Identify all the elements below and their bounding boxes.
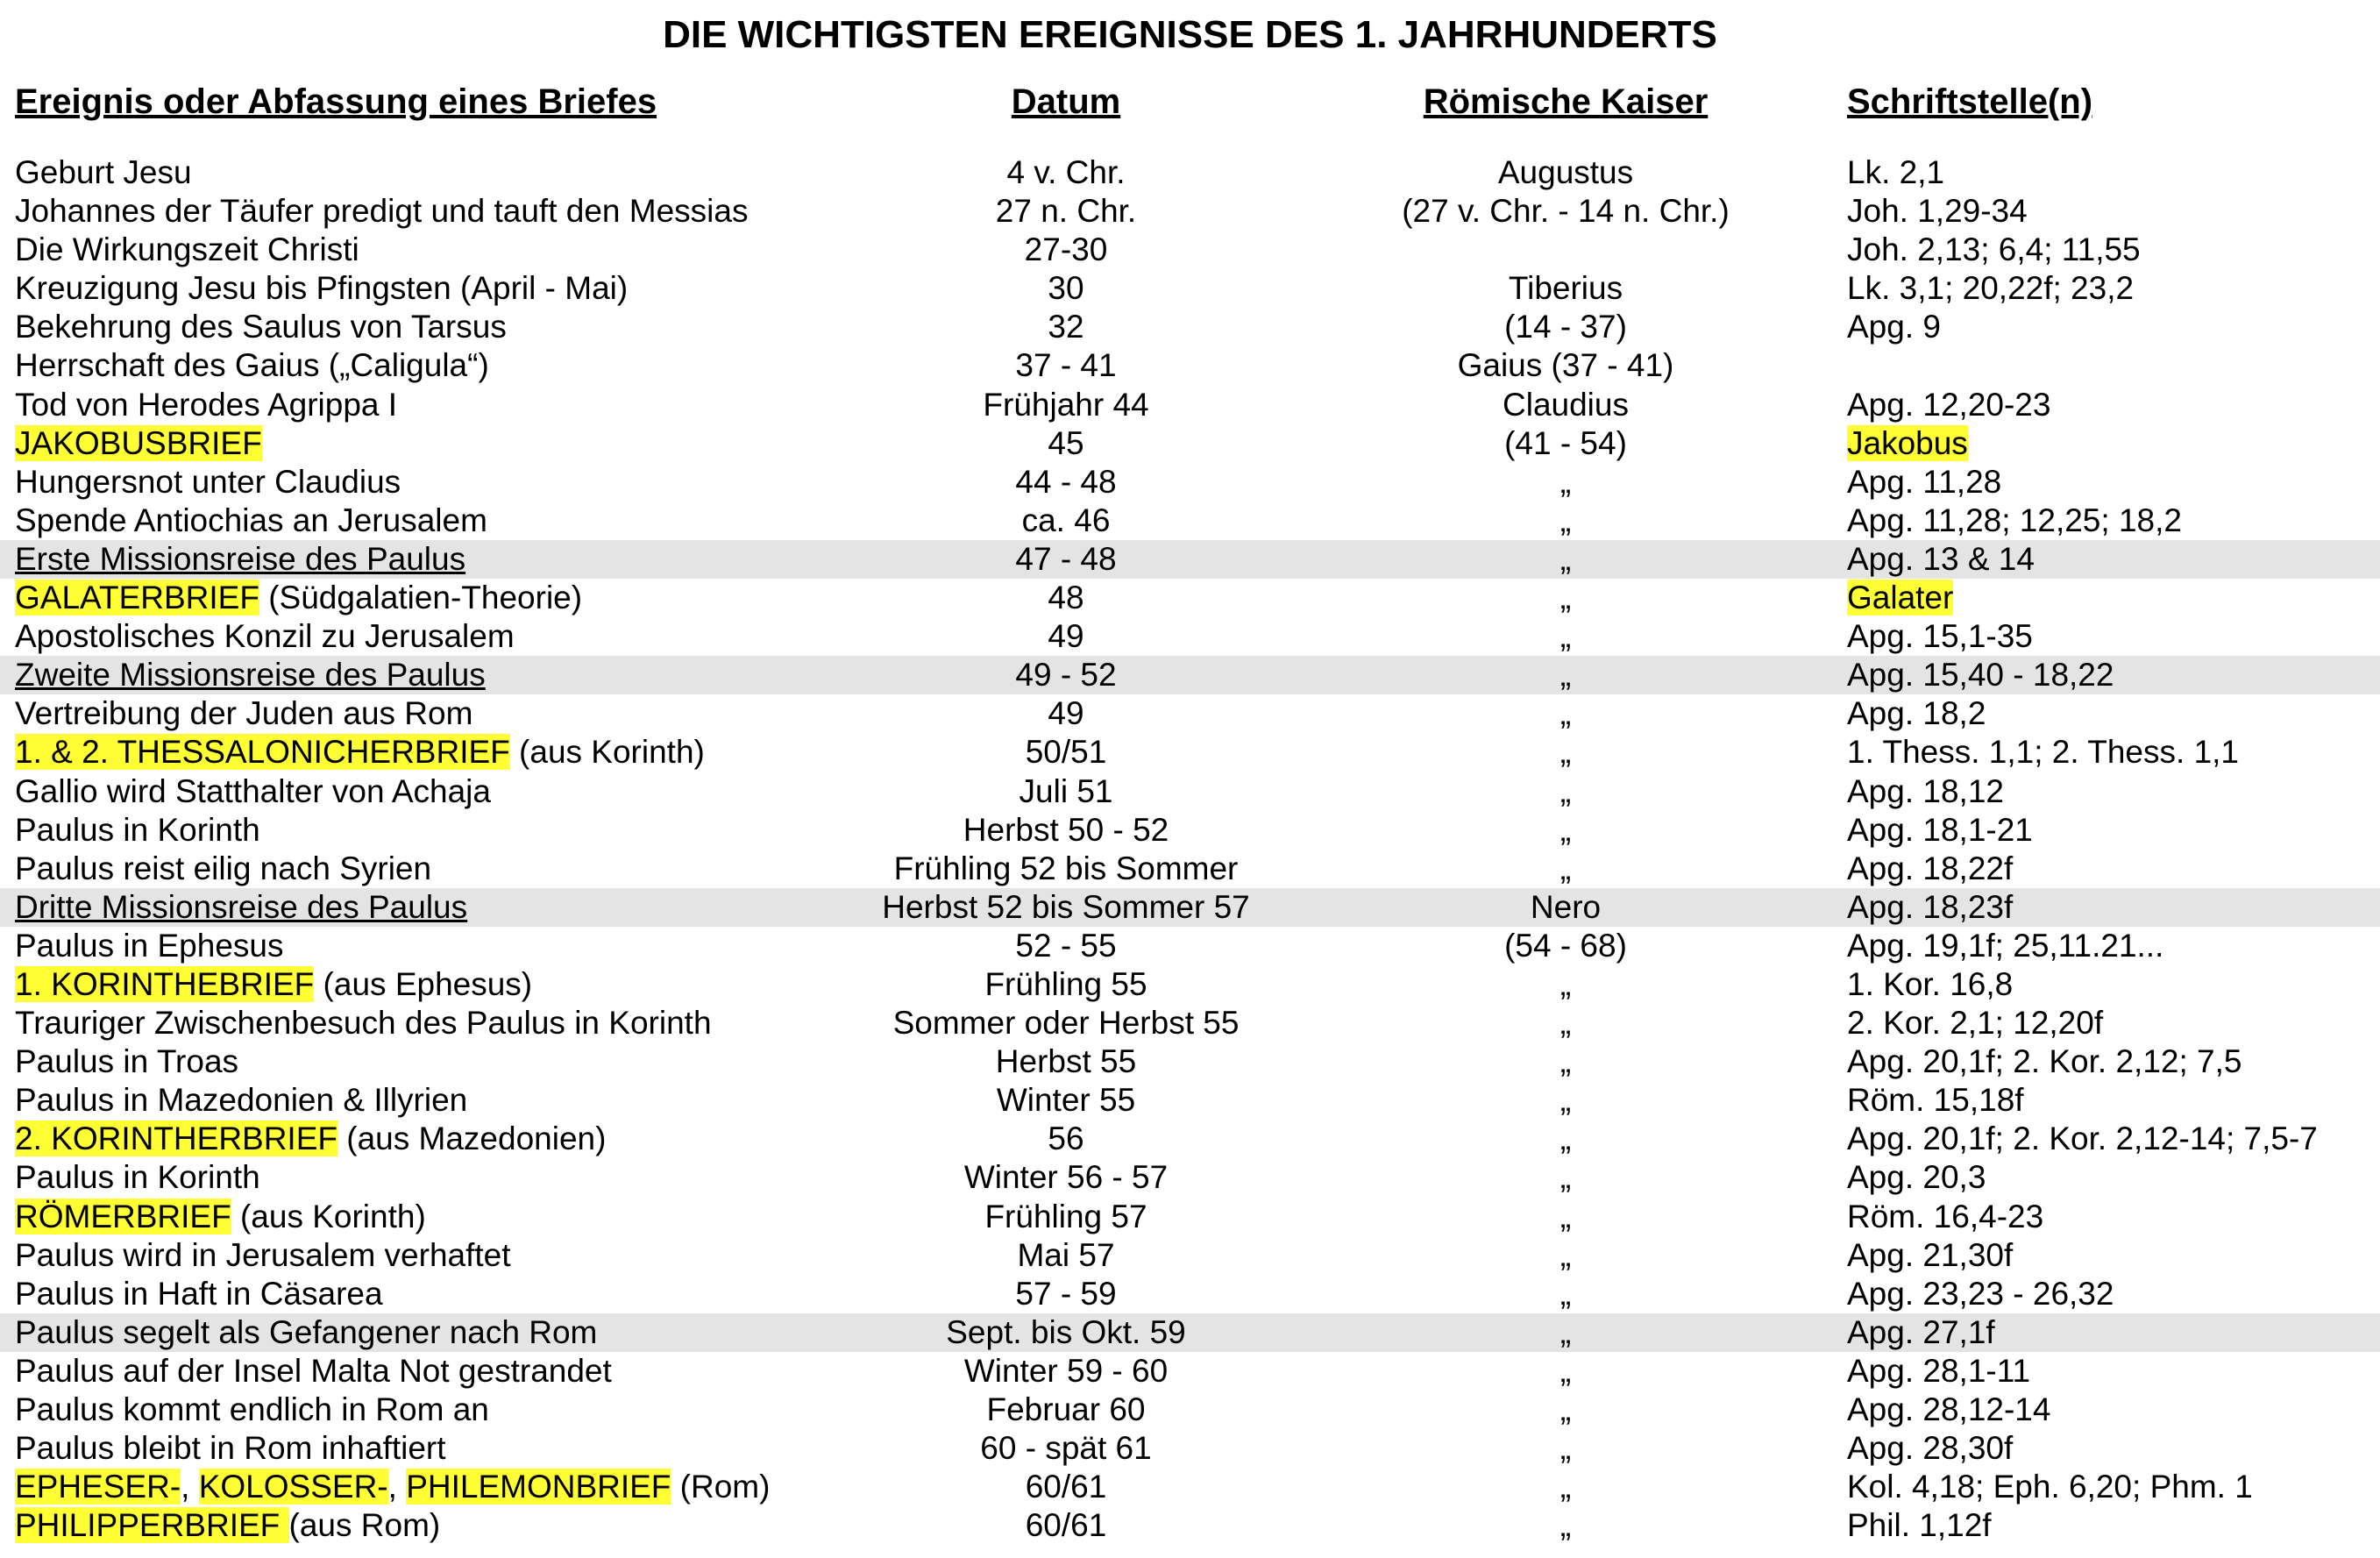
reference-text: Lk. 3,1; 20,22f; 23,2: [1847, 270, 2135, 307]
reference-text: Apg. 9: [1847, 309, 1941, 345]
reference-text: Apg. 21,30f: [1847, 1236, 2014, 1273]
reference-text: Apg. 11,28; 12,25; 18,2: [1847, 502, 2182, 538]
event-cell: [15, 850, 431, 888]
scripture-reference-cell: [1847, 888, 2013, 927]
table-row: [0, 1429, 2380, 1468]
emperor-cell: „: [1559, 850, 1572, 886]
event-text: ,: [387, 1469, 407, 1505]
event-cell: [15, 308, 507, 346]
emperor-cell: „: [1559, 502, 1572, 538]
event-cell: [15, 192, 748, 231]
event-text: Paulus in Haft in Cäsarea: [15, 1275, 383, 1312]
emperor-cell: (14 - 37): [1504, 309, 1627, 345]
event-text: Zweite Missionsreise des Paulus: [15, 657, 486, 694]
event-text: Paulus kommt endlich in Rom an: [15, 1391, 489, 1427]
table-row: [0, 694, 2380, 733]
table-row: [0, 502, 2380, 540]
event-cell: [15, 1313, 597, 1352]
event-text: Paulus bleibt in Rom inhaftiert: [15, 1430, 446, 1467]
event-text: (Rom): [671, 1469, 771, 1505]
event-cell: [15, 965, 532, 1004]
reference-text: Apg. 28,30f: [1847, 1430, 2014, 1467]
event-text: Dritte Missionsreise des Paulus: [15, 888, 468, 925]
emperor-cell: Gaius (37 - 41): [1457, 347, 1674, 384]
scripture-reference-cell: [1847, 811, 2033, 850]
event-cell: [15, 617, 515, 656]
event-text: Bekehrung des Saulus von Tarsus: [15, 309, 507, 345]
reference-text: Apg. 19,1f; 25,11.21...: [1847, 927, 2164, 964]
event-cell: [15, 1158, 260, 1197]
date-cell: Frühling 57: [984, 1198, 1147, 1234]
event-text: Erste Missionsreise des Paulus: [15, 540, 466, 577]
scripture-reference-cell: [1847, 153, 1944, 192]
event-text: (aus Rom): [288, 1507, 441, 1544]
emperor-cell: „: [1559, 1236, 1572, 1273]
table-row: [0, 1004, 2380, 1042]
date-cell: Frühling 52 bis Sommer: [893, 850, 1239, 886]
table-row: [0, 656, 2380, 694]
scripture-reference-cell: [1847, 1120, 2318, 1158]
date-cell: Winter 59 - 60: [963, 1352, 1169, 1389]
date-cell: 49 - 52: [1015, 657, 1117, 694]
letter-highlight: PHILIPPERBRIEF: [15, 1507, 289, 1544]
reference-text: Röm. 15,18f: [1847, 1082, 2024, 1119]
event-cell: [15, 811, 260, 850]
event-cell: [15, 540, 465, 579]
scripture-reference-cell: [1847, 269, 2134, 308]
event-cell: [15, 269, 628, 308]
emperor-cell: „: [1559, 1313, 1572, 1350]
date-cell: 52 - 55: [1015, 927, 1117, 964]
emperor-cell: „: [1559, 1043, 1572, 1080]
event-text: Paulus in Troas: [15, 1043, 239, 1080]
event-cell: [15, 656, 486, 694]
date-cell: 27 n. Chr.: [995, 193, 1137, 230]
event-text: Tod von Herodes Agrippa I: [15, 386, 398, 423]
emperor-cell: „: [1559, 657, 1572, 694]
date-cell: Winter 55: [996, 1082, 1136, 1119]
reference-text: Apg. 18,23f: [1847, 888, 2014, 925]
scripture-reference-cell: [1847, 1236, 2013, 1275]
date-cell: Herbst 55: [995, 1043, 1137, 1080]
emperor-cell: „: [1559, 811, 1572, 848]
table-row: [0, 540, 2380, 579]
table-row: [0, 1391, 2380, 1429]
date-cell: 48: [1048, 580, 1084, 616]
table-row: [0, 1468, 2380, 1506]
event-text: Trauriger Zwischenbesuch des Paulus in Korinth: [15, 1005, 712, 1042]
event-text: ,: [181, 1469, 199, 1505]
table-row: [0, 231, 2380, 269]
emperor-cell: „: [1559, 1005, 1572, 1042]
scripture-reference-cell: [1847, 927, 2163, 965]
event-text: (aus Korinth): [231, 1198, 426, 1234]
event-cell: [15, 1275, 383, 1313]
reference-text: Kol. 4,18; Eph. 6,20; Phm. 1: [1847, 1469, 2253, 1505]
table-row: [0, 1275, 2380, 1313]
column-header-event: Ereignis oder Abfassung eines Briefes: [15, 82, 657, 121]
date-cell: Frühling 55: [984, 965, 1147, 1002]
date-cell: Frühjahr 44: [983, 386, 1149, 423]
letter-highlight: KOLOSSER-: [198, 1469, 388, 1505]
scripture-reference-cell: [1847, 192, 2028, 231]
reference-text: Galater: [1847, 580, 1954, 616]
event-cell: [15, 231, 359, 269]
emperor-cell: „: [1559, 695, 1572, 732]
date-cell: 37 - 41: [1015, 347, 1117, 384]
reference-text: 1. Kor. 16,8: [1847, 965, 2014, 1002]
table-row: [0, 965, 2380, 1004]
date-cell: 45: [1048, 424, 1084, 461]
table-row: [0, 1313, 2380, 1352]
event-cell: [15, 1120, 606, 1158]
event-cell: [15, 386, 397, 424]
table-row: [0, 153, 2380, 192]
emperor-cell: „: [1559, 1082, 1572, 1119]
emperor-cell: (27 v. Chr. - 14 n. Chr.): [1402, 193, 1730, 230]
reference-text: Jakobus: [1847, 424, 1968, 461]
event-text: Kreuzigung Jesu bis Pfingsten (April - Mai): [15, 270, 629, 307]
scripture-reference-cell: [1847, 617, 2033, 656]
scripture-reference-cell: [1847, 1081, 2024, 1120]
scripture-reference-cell: [1847, 463, 2001, 502]
event-cell: [15, 463, 401, 502]
event-cell: [15, 888, 467, 927]
date-cell: ca. 46: [1021, 502, 1111, 538]
scripture-reference-cell: [1847, 656, 2114, 694]
date-cell: Februar 60: [986, 1391, 1146, 1427]
event-cell: [15, 1236, 511, 1275]
event-text: Apostolisches Konzil zu Jerusalem: [15, 618, 515, 655]
event-cell: [15, 772, 491, 811]
event-text: Herrschaft des Gaius („Caligula“): [15, 347, 489, 384]
table-row: [0, 927, 2380, 965]
event-text: Paulus reist eilig nach Syrien: [15, 850, 432, 886]
event-text: Paulus in Mazedonien & Illyrien: [15, 1082, 468, 1119]
table-row: [0, 579, 2380, 617]
emperor-cell: „: [1559, 772, 1572, 809]
letter-highlight: RÖMERBRIEF: [15, 1198, 231, 1234]
event-cell: [15, 1042, 238, 1081]
table-row: [0, 1198, 2380, 1236]
event-cell: [15, 927, 283, 965]
table-row: [0, 1352, 2380, 1391]
letter-highlight: GALATERBRIEF: [15, 580, 259, 616]
scripture-reference-cell: [1847, 965, 2013, 1004]
scripture-reference-cell: [1847, 386, 2050, 424]
emperor-cell: „: [1559, 580, 1572, 616]
scripture-reference-cell: [1847, 1275, 2114, 1313]
scripture-reference-cell: [1847, 1352, 2030, 1391]
event-text: Paulus auf der Insel Malta Not gestrandet: [15, 1352, 612, 1389]
table-row: [0, 1158, 2380, 1197]
table-row: [0, 733, 2380, 772]
scripture-reference-cell: [1847, 308, 1941, 346]
emperor-cell: Claudius: [1503, 386, 1629, 423]
event-cell: [15, 502, 487, 540]
event-text: Paulus in Korinth: [15, 1159, 260, 1196]
date-cell: 47 - 48: [1015, 540, 1117, 577]
reference-text: Apg. 20,1f; 2. Kor. 2,12-14; 7,5-7: [1847, 1120, 2318, 1157]
table-row: [0, 811, 2380, 850]
date-cell: Herbst 52 bis Sommer 57: [882, 888, 1250, 925]
event-cell: [15, 1468, 770, 1506]
reference-text: Apg. 20,1f; 2. Kor. 2,12; 7,5: [1847, 1043, 2242, 1080]
event-text: (aus Mazedonien): [337, 1120, 607, 1157]
date-cell: 60/61: [1025, 1469, 1107, 1505]
table-row: [0, 1120, 2380, 1158]
table-row: [0, 888, 2380, 927]
reference-text: Apg. 28,12-14: [1847, 1391, 2051, 1427]
emperor-cell: „: [1559, 463, 1572, 500]
date-cell: Winter 56 - 57: [963, 1159, 1169, 1196]
letter-highlight: 1. & 2. THESSALONICHERBRIEF: [15, 734, 510, 771]
reference-text: 1. Thess. 1,1; 2. Thess. 1,1: [1847, 734, 2239, 771]
scripture-reference-cell: [1847, 694, 1986, 733]
emperor-cell: „: [1559, 1352, 1572, 1389]
table-row: [0, 269, 2380, 308]
event-text: Spende Antiochias an Jerusalem: [15, 502, 487, 538]
emperor-cell: „: [1559, 1469, 1572, 1505]
emperor-cell: „: [1559, 1391, 1572, 1427]
reference-text: Apg. 27,1f: [1847, 1313, 1995, 1350]
letter-highlight: 2. KORINTHERBRIEF: [15, 1120, 337, 1157]
event-text: Paulus in Ephesus: [15, 927, 284, 964]
emperor-cell: Tiberius: [1508, 270, 1623, 307]
scripture-reference-cell: [1847, 1158, 1986, 1197]
event-text: (aus Ephesus): [314, 965, 533, 1002]
emperor-cell: „: [1559, 965, 1572, 1002]
date-cell: Juli 51: [1019, 772, 1113, 809]
event-text: Johannes der Täufer predigt und tauft den Messias: [15, 193, 749, 230]
reference-text: Apg. 18,1-21: [1847, 811, 2033, 848]
letter-highlight: PHILEMONBRIEF: [406, 1469, 671, 1505]
date-cell: Sommer oder Herbst 55: [892, 1005, 1240, 1042]
date-cell: 50/51: [1025, 734, 1107, 771]
event-text: Vertreibung der Juden aus Rom: [15, 695, 473, 732]
reference-text: Apg. 18,22f: [1847, 850, 2014, 886]
table-row: [0, 617, 2380, 656]
table-row: [0, 386, 2380, 424]
emperor-cell: (54 - 68): [1504, 927, 1627, 964]
date-cell: 56: [1048, 1120, 1084, 1157]
date-cell: Sept. bis Okt. 59: [946, 1313, 1186, 1350]
table-row: [0, 772, 2380, 811]
event-cell: [15, 346, 489, 385]
letter-highlight: 1. KORINTHEBRIEF: [15, 965, 315, 1002]
event-cell: [15, 153, 192, 192]
event-cell: [15, 1004, 712, 1042]
reference-text: Apg. 20,3: [1847, 1159, 1986, 1196]
date-cell: 49: [1048, 618, 1084, 655]
scripture-reference-cell: [1847, 1429, 2013, 1468]
emperor-cell: Nero: [1530, 888, 1602, 925]
date-cell: 49: [1048, 695, 1084, 732]
event-text: Gallio wird Statthalter von Achaja: [15, 772, 491, 809]
reference-text: Apg. 18,12: [1847, 772, 2004, 809]
reference-text: 2. Kor. 2,1; 12,20f: [1847, 1005, 2104, 1042]
event-text: Paulus in Korinth: [15, 811, 260, 848]
reference-text: Joh. 2,13; 6,4; 11,55: [1847, 231, 2141, 268]
date-cell: Herbst 50 - 52: [963, 811, 1169, 848]
reference-text: Apg. 13 & 14: [1847, 540, 2035, 577]
scripture-reference-cell: [1847, 772, 2004, 811]
scripture-reference-cell: [1847, 579, 1953, 617]
emperor-cell: „: [1559, 618, 1572, 655]
reference-text: Phil. 1,12f: [1847, 1507, 1992, 1544]
event-cell: [15, 1198, 426, 1236]
reference-text: Apg. 12,20-23: [1847, 386, 2051, 423]
event-text: Paulus wird in Jerusalem verhaftet: [15, 1236, 511, 1273]
reference-text: Röm. 16,4-23: [1847, 1198, 2044, 1234]
event-cell: [15, 1391, 489, 1429]
scripture-reference-cell: [1847, 1042, 2242, 1081]
table-row: [0, 346, 2380, 385]
date-cell: 57 - 59: [1015, 1275, 1117, 1312]
reference-text: Lk. 2,1: [1847, 154, 1945, 190]
scripture-reference-cell: [1847, 231, 2141, 269]
event-cell: [15, 694, 472, 733]
reference-text: Apg. 11,28: [1847, 463, 2002, 500]
table-row: [0, 192, 2380, 231]
letter-highlight: JAKOBUSBRIEF: [15, 424, 262, 461]
event-text: Die Wirkungszeit Christi: [15, 231, 359, 268]
table-row: [0, 463, 2380, 502]
emperor-cell: „: [1559, 1275, 1572, 1312]
event-cell: [15, 424, 262, 463]
scripture-reference-cell: [1847, 540, 2035, 579]
emperor-cell: „: [1559, 540, 1572, 577]
column-header-date: Datum: [1011, 82, 1121, 121]
table-row: [0, 424, 2380, 463]
table-row: [0, 1236, 2380, 1275]
column-header-reference: Schriftstelle(n): [1847, 82, 2093, 121]
event-cell: [15, 579, 582, 617]
events-table: [0, 153, 2380, 1545]
event-text: (aus Korinth): [509, 734, 705, 771]
table-row: [0, 1081, 2380, 1120]
date-cell: 27-30: [1024, 231, 1108, 268]
date-cell: 4 v. Chr.: [1006, 154, 1126, 190]
table-row: [0, 850, 2380, 888]
event-cell: [15, 733, 705, 772]
emperor-cell: „: [1559, 1507, 1572, 1544]
event-text: (Südgalatien-Theorie): [259, 580, 583, 616]
page-title: DIE WICHTIGSTEN EREIGNISSE DES 1. JAHRHUNDERTS: [663, 13, 1717, 56]
scripture-reference-cell: [1847, 1313, 1995, 1352]
scripture-reference-cell: [1847, 1198, 2043, 1236]
emperor-cell: „: [1559, 1198, 1572, 1234]
event-cell: [15, 1081, 467, 1120]
date-cell: 32: [1048, 309, 1084, 345]
reference-text: Apg. 28,1-11: [1847, 1352, 2031, 1389]
event-cell: [15, 1352, 612, 1391]
scripture-reference-cell: [1847, 1468, 2253, 1506]
scripture-reference-cell: [1847, 850, 2013, 888]
reference-text: Apg. 23,23 - 26,32: [1847, 1275, 2114, 1312]
column-header-kaiser: Römische Kaiser: [1423, 82, 1709, 121]
table-row: [0, 1506, 2380, 1545]
emperor-cell: „: [1559, 734, 1572, 771]
emperor-cell: „: [1559, 1120, 1572, 1157]
date-cell: 60/61: [1025, 1507, 1107, 1544]
reference-text: Apg. 15,1-35: [1847, 618, 2033, 655]
emperor-cell: „: [1559, 1430, 1572, 1467]
letter-highlight: EPHESER-: [15, 1469, 181, 1505]
scripture-reference-cell: [1847, 1391, 2050, 1429]
emperor-cell: (41 - 54): [1504, 424, 1627, 461]
event-cell: [15, 1506, 440, 1545]
table-row: [0, 308, 2380, 346]
date-cell: 30: [1048, 270, 1084, 307]
emperor-cell: „: [1559, 1159, 1572, 1196]
scripture-reference-cell: [1847, 1506, 1992, 1545]
scripture-reference-cell: [1847, 502, 2182, 540]
event-text: Hungersnot unter Claudius: [15, 463, 401, 500]
scripture-reference-cell: [1847, 1004, 2103, 1042]
date-cell: 44 - 48: [1015, 463, 1117, 500]
event-text: Paulus segelt als Gefangener nach Rom: [15, 1313, 598, 1350]
event-text: Geburt Jesu: [15, 154, 192, 190]
reference-text: Apg. 18,2: [1847, 695, 1986, 732]
date-cell: 60 - spät 61: [980, 1430, 1152, 1467]
emperor-cell: Augustus: [1497, 154, 1634, 190]
table-row: [0, 1042, 2380, 1081]
event-cell: [15, 1429, 446, 1468]
reference-text: Joh. 1,29-34: [1847, 193, 2028, 230]
scripture-reference-cell: [1847, 733, 2239, 772]
reference-text: Apg. 15,40 - 18,22: [1847, 657, 2114, 694]
date-cell: Mai 57: [1017, 1236, 1115, 1273]
scripture-reference-cell: [1847, 424, 1968, 463]
